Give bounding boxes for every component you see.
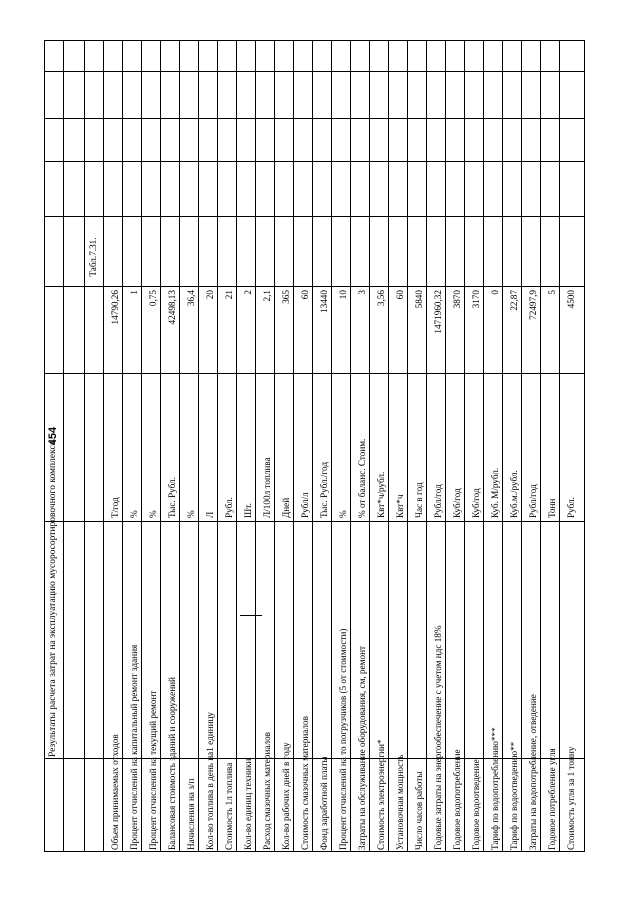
- row-unit: Квт*ч: [395, 494, 405, 518]
- table-row: [559, 40, 578, 852]
- row-name: Балансовая стоимость зданий и сооружений: [167, 677, 177, 850]
- row-value: 13440: [319, 290, 329, 313]
- row-name: Годовое водоотведение: [471, 759, 481, 850]
- row-unit: Куб. М/рубл.: [490, 467, 500, 518]
- row-value: 20: [205, 290, 215, 300]
- row-value: 3: [357, 290, 367, 295]
- row-value: 2: [243, 290, 253, 295]
- row-unit: Т/год: [110, 497, 120, 518]
- row-value: 10: [338, 290, 348, 300]
- row-value: 3,56: [376, 290, 386, 307]
- row-unit: Тыс. Рубл.: [167, 477, 177, 518]
- row-unit: %: [338, 510, 348, 518]
- row-name: Стоимость угля за 1 тонну: [566, 746, 576, 850]
- table-row: [312, 40, 331, 852]
- row-value: 72497,9: [528, 290, 538, 320]
- row-value: 21: [224, 290, 234, 300]
- table-row: [483, 40, 502, 852]
- row-unit: Рубл/год: [433, 484, 443, 518]
- page-number: 454: [47, 426, 59, 446]
- row-name: Тариф по водопотреблению***: [490, 727, 500, 850]
- table-row: [540, 40, 559, 852]
- row-value: 0: [490, 290, 500, 295]
- row-value: 5: [547, 290, 557, 295]
- row-name: Кол-во рабочих дней в году: [281, 742, 291, 850]
- row-value: 1: [129, 290, 139, 295]
- row-value: 42498,13: [167, 290, 177, 325]
- row-value: 4500: [566, 290, 576, 309]
- row-unit: %: [186, 510, 196, 518]
- table-title: Результаты расчета затрат на эксплуатацию мусоросортировочного комплекса: [48, 440, 58, 757]
- table-row: [331, 40, 350, 852]
- row-name: Годовое водопотребление: [452, 749, 462, 850]
- row-unit: Рубл.: [566, 497, 576, 518]
- row-name: Процент отчислений на то погрузчиков (5 от стоимости): [338, 628, 348, 850]
- table-row: [103, 40, 122, 852]
- row-name: Процент отчислений на текущий ремонт: [148, 690, 158, 850]
- row-name: Стоимость 1л топлива: [224, 762, 234, 850]
- row-name: Кол-во топлива в день на1 единицу: [205, 711, 215, 850]
- row-unit: Рубл/год: [528, 484, 538, 518]
- row-unit: Дней: [281, 497, 291, 518]
- row-unit: Л/100л топлива: [262, 457, 272, 518]
- row-name: Объем принимаемых отходов: [110, 734, 120, 850]
- row-value: 2,1: [262, 290, 272, 302]
- row-unit: Тонн: [547, 498, 557, 518]
- table-row: [464, 40, 483, 852]
- row-name: Начисления на з/п: [186, 778, 196, 850]
- table-row: [388, 40, 407, 852]
- row-unit: % от баланс. Стоим.: [357, 438, 367, 518]
- rotated-table-page: [44, 40, 585, 852]
- row-name: Стоимость смазочных материалов: [300, 716, 310, 850]
- table-label: Табл.7.31.: [88, 237, 98, 277]
- header-divider: [84, 40, 85, 852]
- table-row: [274, 40, 293, 852]
- table-row: [236, 40, 255, 852]
- row-name: Годовые затраты на энергообеспечение с учетом ндс 18%: [433, 625, 443, 850]
- row-value: 60: [395, 290, 405, 300]
- row-name: Установочная мощность: [395, 754, 405, 850]
- row-name: Процент отчислений на капитальный ремонт здания: [129, 644, 139, 850]
- row-value: 0,75: [148, 290, 158, 307]
- row-name: Затраты на водопотребление, отведение: [528, 694, 538, 850]
- table-row: [293, 40, 312, 852]
- row-unit: Тыс. Рубл./год: [319, 461, 329, 518]
- row-name: Кол-во единиц техники: [243, 758, 253, 850]
- table-row: [502, 40, 521, 852]
- row-unit: %: [129, 510, 139, 518]
- header-divider: [63, 40, 64, 852]
- row-value: 365: [281, 290, 291, 304]
- row-name: Фонд заработной платы: [319, 756, 329, 850]
- row-unit: Куб/год: [471, 488, 481, 518]
- row-unit: Квт*ч/рубл.: [376, 471, 386, 518]
- table-row: [407, 40, 426, 852]
- row-unit: Час в год: [414, 482, 424, 518]
- row-unit: Куб.м./рубл.: [509, 470, 519, 518]
- row-value: 60: [300, 290, 310, 300]
- table-row: [198, 40, 217, 852]
- table-row: [426, 40, 445, 852]
- table-row: [179, 40, 198, 852]
- table-row: [445, 40, 464, 852]
- row-unit: Л: [205, 511, 215, 518]
- row-name: Годовое потребление угля: [547, 748, 557, 850]
- row-value: 5840: [414, 290, 424, 309]
- table-row: [160, 40, 179, 852]
- table-row: [521, 40, 540, 852]
- row-unit: Рубл/л: [300, 492, 310, 518]
- row-unit: Шт.: [243, 503, 253, 518]
- table-row: [217, 40, 236, 852]
- row-value: 22,87: [509, 290, 519, 311]
- row-name: Расход смазочных материалов: [262, 732, 272, 850]
- row-value: 14790,26: [110, 290, 120, 325]
- row-value: 36,4: [186, 290, 196, 307]
- table-row: [255, 40, 274, 852]
- table-row: [369, 40, 388, 852]
- table-row: [350, 40, 369, 852]
- row-unit: Рубл.: [224, 497, 234, 518]
- row-name: Тариф по водоотведению**: [509, 741, 519, 850]
- row-name: Стоимость электроэнергии*: [376, 739, 386, 850]
- row-name: Число часов работы: [414, 771, 424, 850]
- row-unit: %: [148, 510, 158, 518]
- row-name: Затраты на обслуживание оборудования, см, ремонт: [357, 645, 367, 850]
- row-value: 3870: [452, 290, 462, 309]
- table-row: [122, 40, 141, 852]
- table-row: [141, 40, 160, 852]
- row-unit: Куб/год: [452, 488, 462, 518]
- row-value: 1471960,32: [433, 290, 443, 334]
- row-value: 3170: [471, 290, 481, 309]
